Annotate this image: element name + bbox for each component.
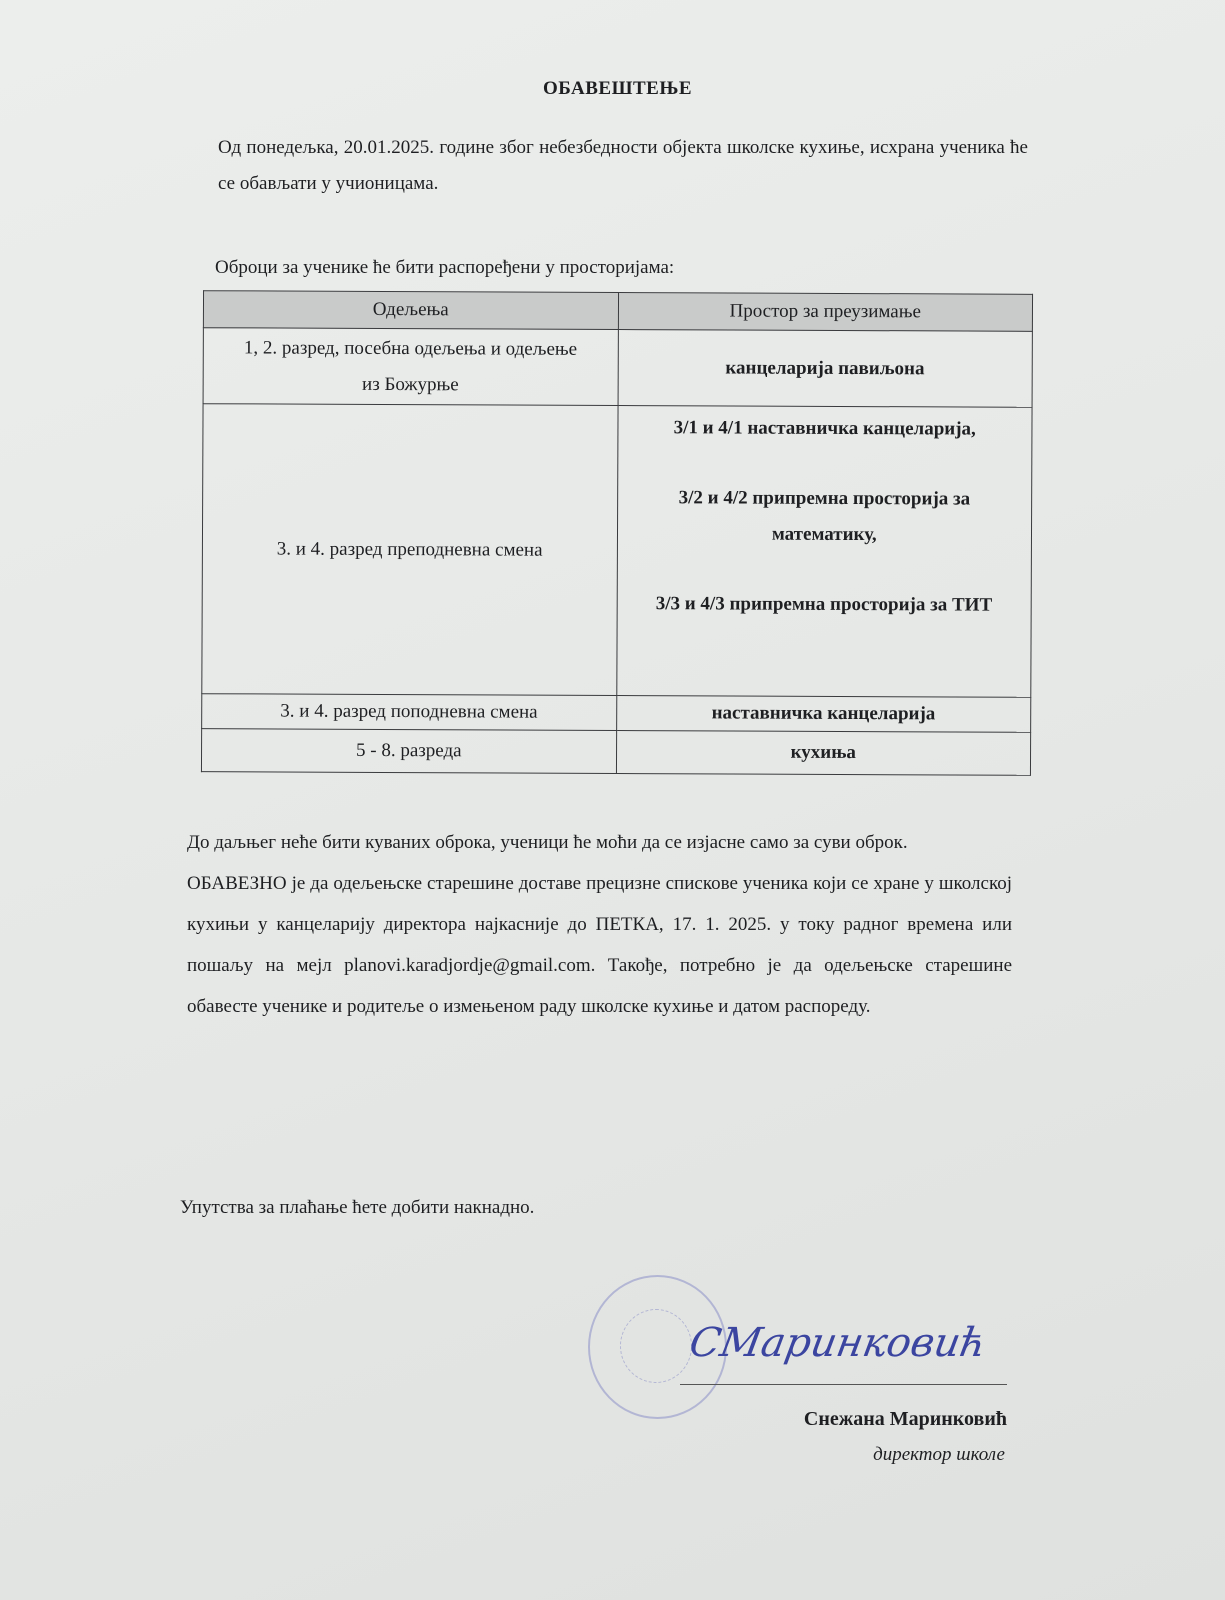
table-intro: Оброци за ученике ће бити распоређени у просторијама: xyxy=(215,257,675,278)
mandatory-lists-paragraph: ОБАВЕЗНО је да одељењске старешине доставе прецизне спискове ученика који се хране у школској кухињи у канцеларију директора најкасније до ПЕТКА, 17. 1. 2025. у току радног времена или пошаљу на мејл planovi.karadjordje@gmail.com. Такође, потребно је да одељењске старешине обавесте ученике и родитеље о измењеном раду школске кухиње и датом распореду. xyxy=(187,873,1012,1017)
place-line: 3/2 и 4/2 припремна просторија за математику, xyxy=(678,487,971,546)
cell-place: наставничка канцеларија xyxy=(616,695,1031,732)
table-row xyxy=(202,694,1031,733)
cooked-meals-paragraph: До даљњег неће бити куваних оброка, ученици ће моћи да се изјасне само за суви оброк. xyxy=(187,832,908,853)
cell-class: 5 - 8. разреда xyxy=(201,729,616,774)
signatory-name: Снежана Маринковић xyxy=(803,1408,1007,1430)
place-line: 3/3 и 4/3 припремна просторија за ТИТ xyxy=(655,593,993,616)
table-row xyxy=(202,404,1032,698)
cell-class: 1, 2. разред, посебна одељења и одељење из Божурње xyxy=(203,328,618,406)
signatory-role: директор школе xyxy=(873,1444,1005,1465)
schedule-table xyxy=(201,290,1033,776)
signature-line xyxy=(680,1384,1007,1385)
cell-place xyxy=(616,406,1032,698)
body-text xyxy=(187,822,1012,1027)
cell-place: канцеларија павиљона xyxy=(618,330,1033,408)
cell-class: 3. и 4. разред преподневна смена xyxy=(202,404,618,696)
place-line: 3/1 и 4/1 наставничка канцеларија, xyxy=(673,417,976,440)
payment-note: Упутства за плаћање ћете добити накнадно. xyxy=(180,1197,535,1218)
cell-class: 3. и 4. разред поподневна смена xyxy=(202,694,617,731)
handwritten-signature: СМаринковић xyxy=(685,1320,990,1366)
table-row xyxy=(201,729,1030,776)
header-classes: Одељења xyxy=(203,291,618,330)
header-place: Простор за преузимање xyxy=(618,293,1033,332)
intro-paragraph: Од понедељка, 20.01.2025. године због небезбедности објекта школске кухиње, исхрана ученика ће се обављати у учионицама. xyxy=(218,137,1028,194)
table-row xyxy=(203,328,1032,408)
table-header-row xyxy=(203,291,1032,332)
document-title: ОБАВЕШТЕЊЕ xyxy=(542,78,693,99)
cell-place: кухиња xyxy=(616,730,1031,775)
